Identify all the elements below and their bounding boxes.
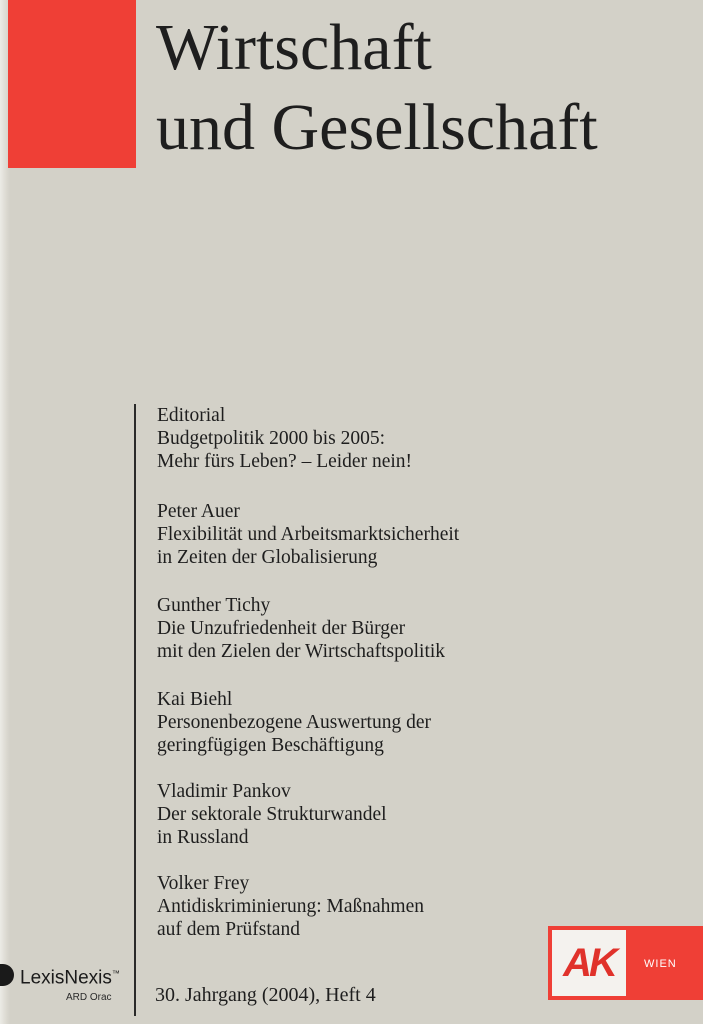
journal-title <box>156 8 598 168</box>
ak-wien-logo <box>548 926 703 1000</box>
toc-title-line: in Zeiten der Globalisierung <box>157 547 378 568</box>
ak-logo-panel <box>552 930 626 996</box>
publisher-name <box>20 962 120 990</box>
toc-author: Vladimir Pankov <box>157 781 291 802</box>
red-accent-block <box>8 0 136 168</box>
toc-entry-pankov <box>157 780 387 849</box>
issue-info: 30. Jahrgang (2004), Heft 4 <box>155 984 376 1006</box>
toc-author: Editorial <box>157 405 226 426</box>
toc-title-line: auf dem Prüfstand <box>157 919 300 940</box>
toc-title-line: Personenbezogene Auswertung der <box>157 712 431 733</box>
publisher-logo <box>0 958 130 1018</box>
toc-title-line: in Russland <box>157 827 249 848</box>
journal-title-line-1: Wirtschaft <box>156 11 432 84</box>
publisher-subline: ARD Orac <box>66 992 112 1003</box>
ak-city: WIEN <box>644 958 677 970</box>
trademark-symbol: ™ <box>111 969 120 978</box>
publisher-name-text: LexisNexis <box>20 967 112 989</box>
toc-title-line: Der sektorale Strukturwandel <box>157 804 387 825</box>
toc-title-line: Die Unzufriedenheit der Bürger <box>157 618 406 639</box>
table-of-contents <box>134 404 556 1016</box>
toc-author: Kai Biehl <box>157 689 233 710</box>
toc-title-line: geringfügigen Beschäftigung <box>157 735 384 756</box>
toc-title-line: Antidiskriminierung: Maßnahmen <box>157 896 425 917</box>
toc-entry-editorial <box>157 404 412 473</box>
toc-entry-tichy <box>157 594 445 663</box>
toc-author: Peter Auer <box>157 501 240 522</box>
toc-title-line: mit den Zielen der Wirtschaftspolitik <box>157 641 446 662</box>
ak-letters: AK <box>563 941 615 985</box>
toc-title-line: Budgetpolitik 2000 bis 2005: <box>157 428 386 449</box>
toc-title-line: Mehr fürs Leben? – Leider nein! <box>157 451 413 472</box>
toc-entry-auer <box>157 500 459 569</box>
toc-entry-biehl <box>157 688 431 757</box>
lexisnexis-logo-icon <box>0 964 14 986</box>
toc-author: Gunther Tichy <box>157 595 271 616</box>
toc-author: Volker Frey <box>157 873 250 894</box>
toc-title-line: Flexibilität und Arbeitsmarktsicherheit <box>157 524 460 545</box>
journal-title-line-2: und Gesellschaft <box>156 91 598 164</box>
toc-entry-frey <box>157 872 424 941</box>
